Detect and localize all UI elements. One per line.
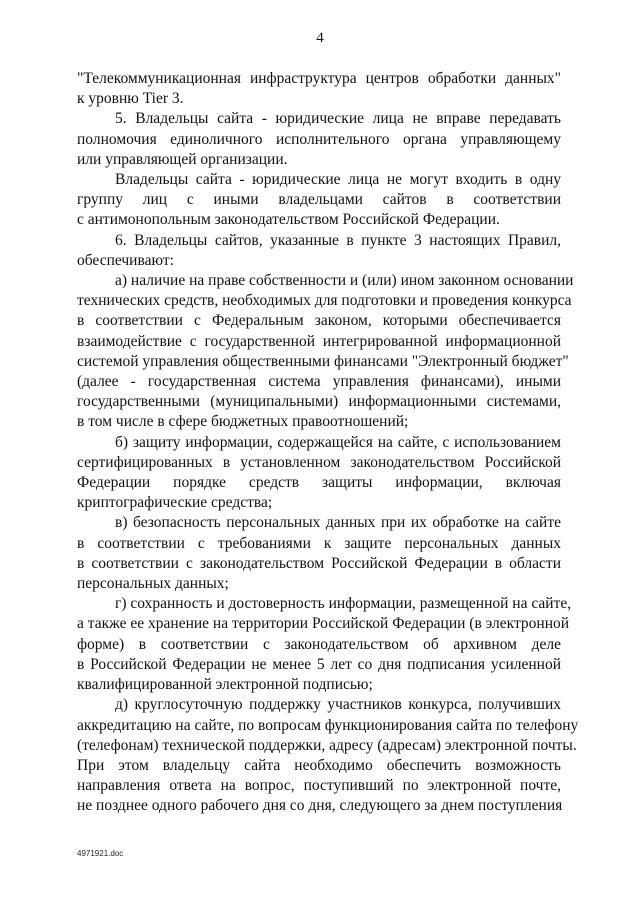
text-line: технических средств, необходимых для подготовки и проведения конкурса (77, 292, 572, 310)
paragraph-clause-5 (77, 109, 561, 170)
text-line: к уровню Tier 3. (77, 90, 184, 108)
document-body (77, 69, 579, 817)
text-line: а также ее хранение на территории Российской Федерации (в электронной (77, 615, 570, 633)
page-number: 4 (316, 30, 324, 46)
text-line: а) наличие на праве собственности и (или) ином законном основании (115, 272, 574, 290)
text-line: в соответствии с требованиями к защите персональных данных (77, 534, 561, 552)
text-line: группу лиц с иными владельцами сайтов в соответствии (77, 191, 561, 209)
text-line: При этом владельцу сайта необходимо обеспечить возможность (77, 756, 561, 774)
text-line: б) защиту информации, содержащейся на сайте, с использованием (115, 433, 561, 451)
text-line: в соответствии с Федеральным законом, которыми обеспечивается (77, 312, 561, 330)
text-line: не позднее одного рабочего дня со дня, следующего за днем поступления (77, 797, 563, 815)
text-line: криптографические средства; (77, 494, 273, 512)
text-line: в соответствии с законодательством Российской Федерации в области (77, 554, 561, 572)
paragraph-clause-6 (77, 231, 561, 271)
text-line: (далее - государственная система управления финансами), иными (77, 373, 561, 391)
text-line: 5. Владельцы сайта - юридические лица не вправе передавать (115, 110, 561, 128)
text-line: в) безопасность персональных данных при их обработке на сайте (115, 514, 561, 532)
text-line: государственными (муниципальными) информационными системами, (77, 393, 561, 411)
text-line: направления ответа на вопрос, поступивший по электронной почте, (77, 777, 561, 795)
text-line: 6. Владельцы сайтов, указанные в пункте 3 настоящих Правил, (115, 231, 561, 249)
text-line: форме) в соответствии с законодательством об архивном деле (77, 635, 561, 653)
text-line: полномочия единоличного исполнительного органа управляющему (77, 130, 561, 148)
text-line: персональных данных; (77, 575, 229, 593)
paragraph-item-v (77, 513, 561, 594)
text-line: д) круглосуточную поддержку участников конкурса, получивших (115, 696, 561, 714)
text-line: Федерации порядке средств защиты информации, включая (77, 474, 561, 492)
text-line: в том числе в сфере бюджетных правоотношений; (77, 413, 409, 431)
text-line: (телефонам) технической поддержки, адресу (адресам) электронной почты. (77, 736, 577, 754)
text-line: или управляющей организации. (77, 150, 288, 168)
text-line: сертифицированных в установленном законодательством Российской (77, 453, 561, 471)
text-line: в Российской Федерации не менее 5 лет со дня подписания усиленной (77, 655, 561, 673)
text-line: аккредитацию на сайте, по вопросам функционирования сайта по телефону (77, 716, 579, 734)
paragraph-item-a (77, 271, 574, 433)
text-line: системой управления общественными финансами "Электронный бюджет" (77, 352, 569, 370)
paragraph-standard-tier (77, 69, 561, 109)
paragraph-item-d (77, 695, 579, 816)
paragraph-item-b (77, 433, 561, 514)
text-line: Владельцы сайта - юридические лица не могут входить в одну (115, 171, 561, 189)
document-file-code: 4971921.doc (77, 849, 124, 858)
text-line: г) сохранность и достоверность информации, размещенной на сайте, (115, 595, 572, 613)
paragraph-group-restriction (77, 170, 561, 231)
text-line: с антимонопольным законодательством Российской Федерации. (77, 211, 500, 229)
paragraph-item-g (77, 594, 572, 695)
text-line: "Телекоммуникационная инфраструктура центров обработки данных" (77, 70, 561, 87)
text-line: квалифицированной электронной подписью; (77, 676, 373, 694)
text-line: взаимодействие с государственной интегрированной информационной (77, 332, 561, 350)
text-line: обеспечивают: (77, 251, 174, 269)
